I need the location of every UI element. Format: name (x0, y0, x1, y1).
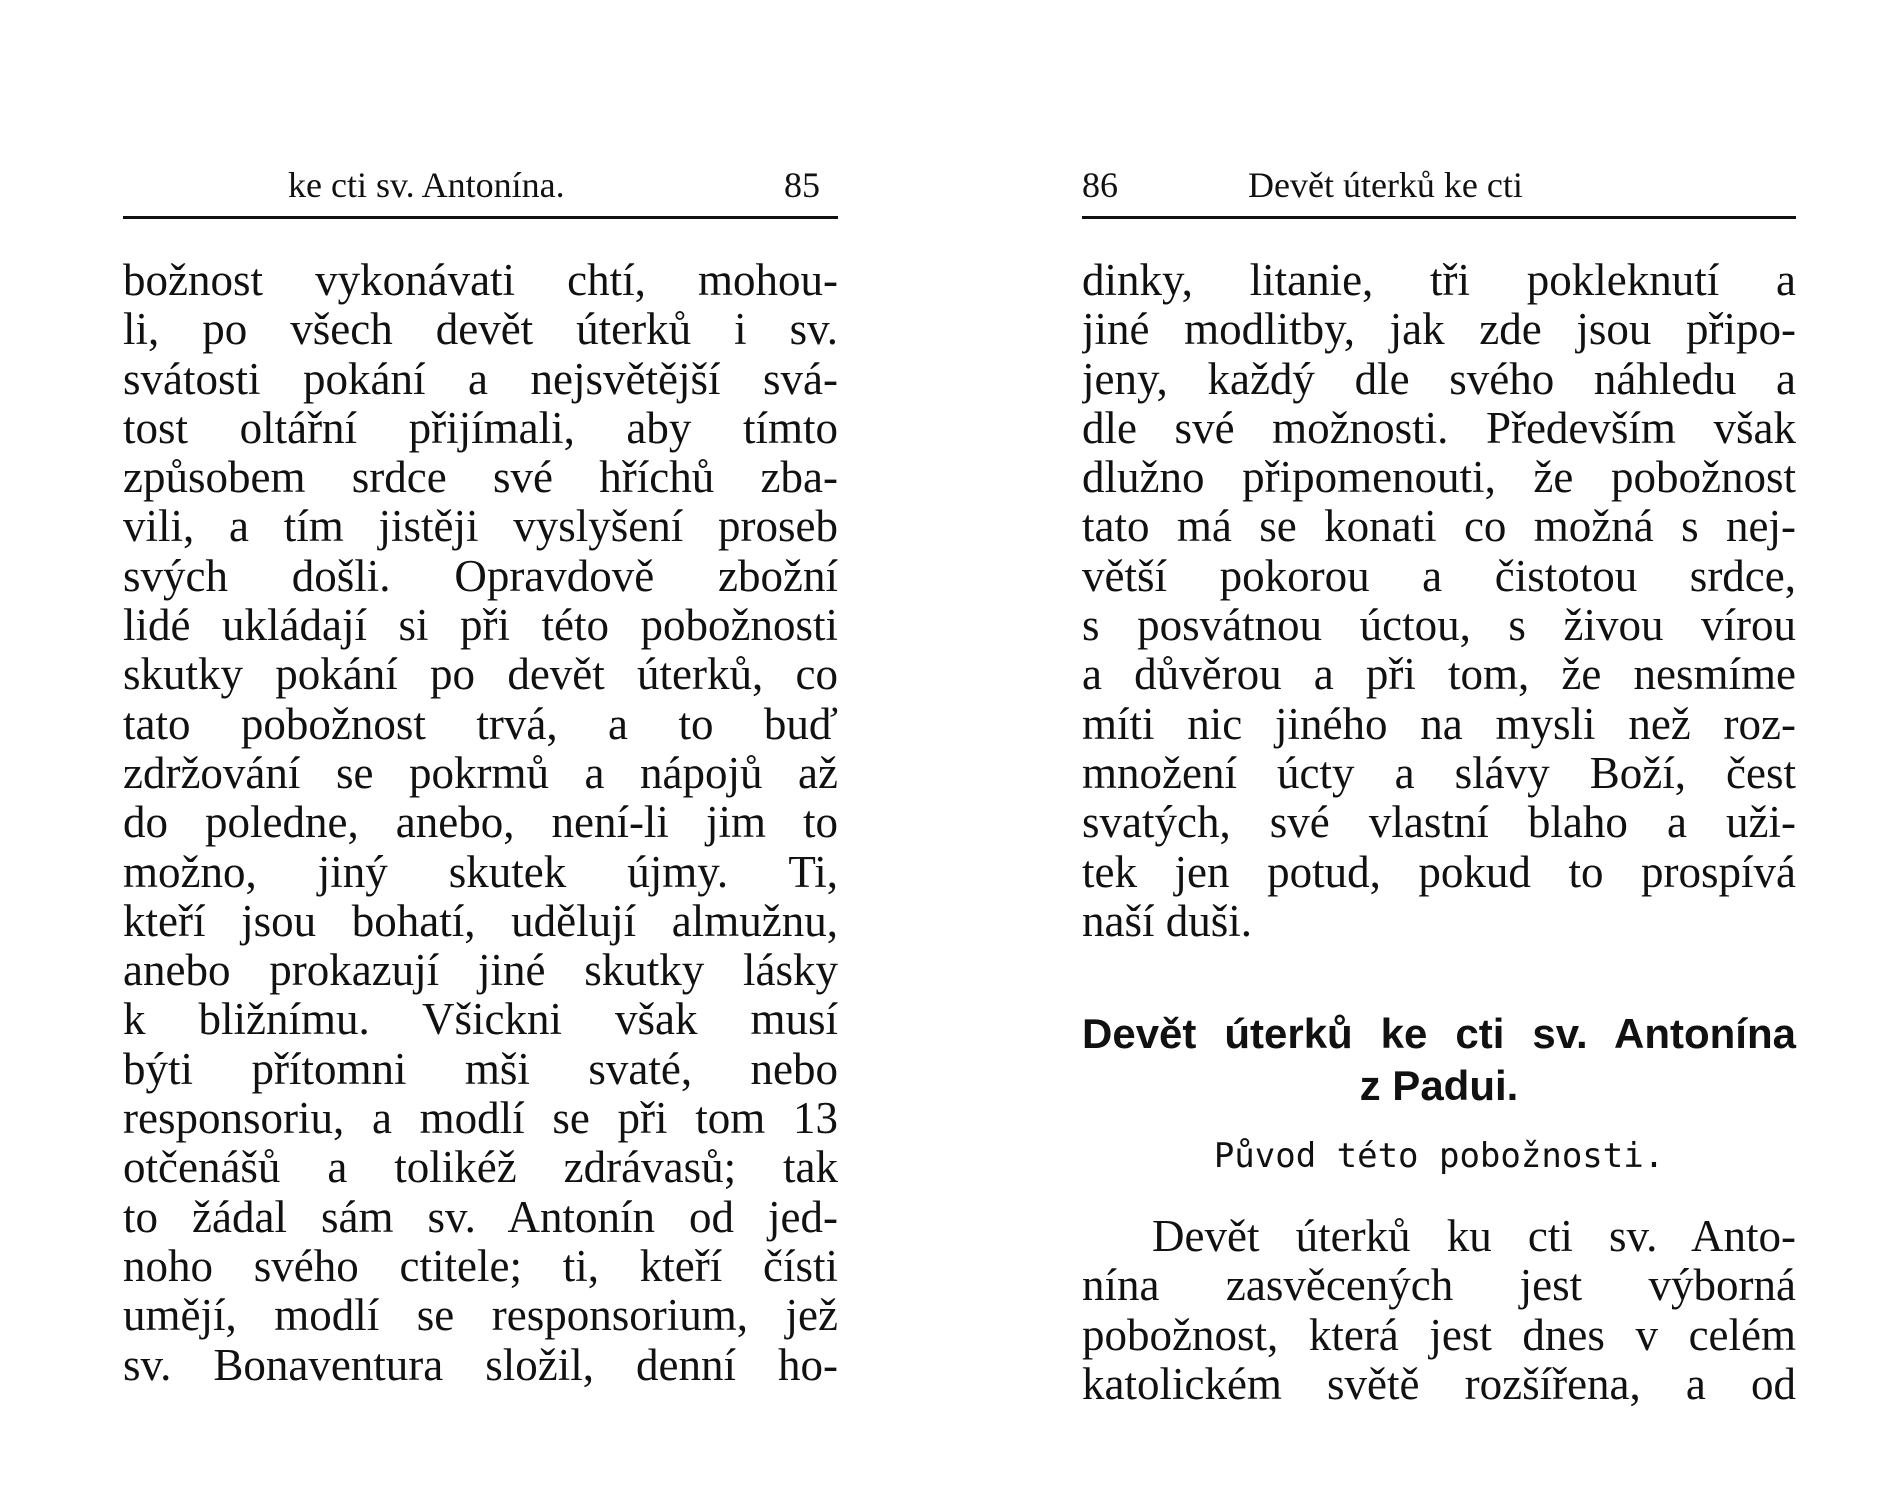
right-page-number: 86 (1082, 165, 1118, 205)
text-line: kteří jsou bohatí, udělují almužnu, (123, 896, 838, 946)
text-line: svatých, své vlastní blaho a uži- (1082, 798, 1796, 848)
left-body-text (123, 256, 838, 1390)
text-line: způsobem srdce své hříchů zba- (123, 453, 838, 503)
text-line: skutky pokání po devět úterků, co (123, 650, 838, 700)
text-line: větší pokorou a čistotou srdce, (1082, 551, 1796, 601)
text-line: zdržování se pokrmů a nápojů až (123, 748, 838, 798)
right-body-text (1082, 256, 1796, 946)
text-line: tost oltářní přijímali, aby tímto (123, 403, 838, 453)
section-heading-line-1: Devět úterků ke cti sv. Antonína (1082, 1010, 1796, 1057)
text-line: sv. Bonaventura složil, denní ho- (123, 1340, 838, 1390)
text-line: nína zasvěcených jest výborná (1082, 1261, 1796, 1311)
text-line: dlužno připomenouti, že pobožnost (1082, 453, 1796, 503)
text-line: dinky, litanie, tři pokleknutí a (1082, 256, 1796, 305)
left-running-title: ke cti sv. Antonína. (288, 165, 565, 205)
text-line: tek jen potud, pokud to prospívá (1082, 847, 1796, 897)
text-line: množení úcty a slávy Boží, čest (1082, 748, 1796, 798)
text-line: a důvěrou a při tom, že nesmíme (1082, 650, 1796, 700)
text-line: tato pobožnost trvá, a to buď (123, 699, 838, 749)
text-line: vili, a tím jistěji vyslyšení proseb (123, 502, 838, 552)
text-line: otčenášů a tolikéž zdrávasů; tak (123, 1143, 838, 1193)
text-line: to žádal sám sv. Antonín od jed- (123, 1192, 838, 1242)
text-line: noho svého ctitele; ti, kteří čísti (123, 1241, 838, 1291)
text-line: svátosti pokání a nejsvětější svá- (123, 354, 838, 404)
right-header-rule (1082, 216, 1796, 219)
text-line: dle své možnosti. Především však (1082, 403, 1796, 453)
section-heading-line-2: z Padui. (1359, 1062, 1519, 1109)
subheading: Původ této pobožnosti. (1213, 1136, 1665, 1176)
left-page-number: 85 (784, 165, 820, 205)
text-line: býti přítomni mši svaté, nebo (123, 1044, 838, 1094)
text-line: božnost vykonávati chtí, mohou- (123, 256, 838, 305)
text-line: li, po všech devět úterků i sv. (123, 305, 838, 355)
right-running-head (1082, 166, 1796, 204)
text-line: možno, jiný skutek újmy. Ti, (123, 847, 838, 897)
text-line: svých došli. Opravdově zbožní (123, 551, 838, 601)
text-line: umějí, modlí se responsorium, jež (123, 1291, 838, 1341)
text-line: s posvátnou úctou, s živou vírou (1082, 601, 1796, 651)
text-line: k bližnímu. Všickni však musí (123, 995, 838, 1045)
text-line: Devět úterků ku cti sv. Anto- (1152, 1212, 1796, 1261)
text-line: responsoriu, a modlí se při tom 13 (123, 1094, 838, 1144)
text-line: jiné modlitby, jak zde jsou připo- (1082, 305, 1796, 355)
right-section-text (1082, 1212, 1796, 1409)
text-line: pobožnost, která jest dnes v celém (1082, 1310, 1796, 1360)
left-header-rule (123, 216, 838, 219)
section-heading (1082, 1008, 1796, 1112)
text-line: míti nic jiného na mysli než roz- (1082, 699, 1796, 749)
text-line: anebo prokazují jiné skutky lásky (123, 946, 838, 996)
text-line: naší duši. (1082, 896, 1253, 946)
left-running-head (123, 166, 838, 204)
text-line: katolickém světě rozšířena, a od (1082, 1359, 1796, 1409)
right-running-title: Devět úterků ke cti (1248, 165, 1523, 205)
text-line: lidé ukládají si při této pobožnosti (123, 601, 838, 651)
text-line: do poledne, anebo, není-li jim to (123, 798, 838, 848)
text-line: jeny, každý dle svého náhledu a (1082, 354, 1796, 404)
text-line: tato má se konati co možná s nej- (1082, 502, 1796, 552)
